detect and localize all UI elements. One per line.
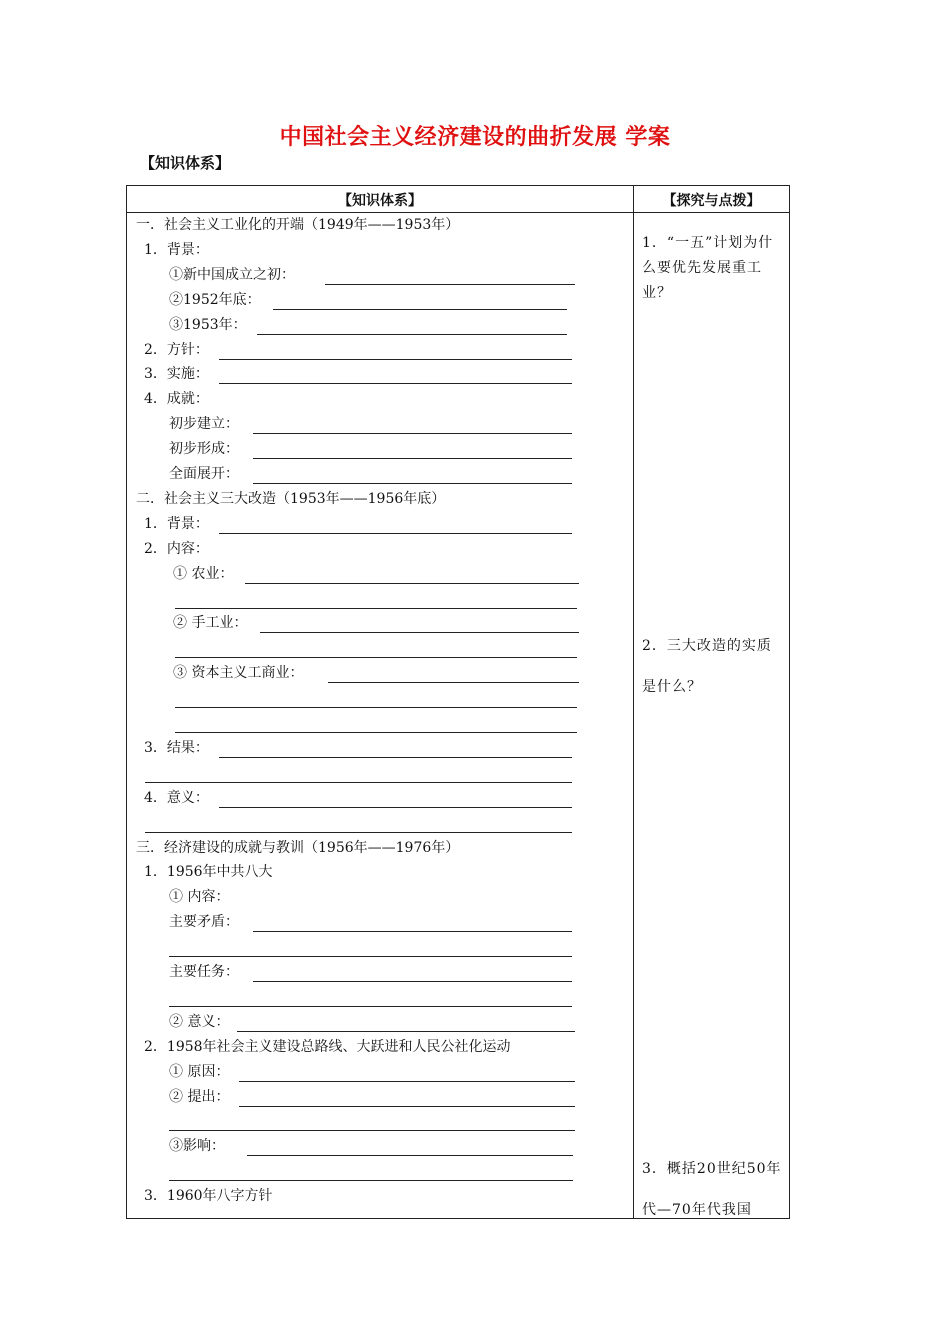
knowledge-line <box>127 1161 633 1186</box>
fill-in-blank-line[interactable] <box>219 757 572 758</box>
knowledge-line-text: 1．背景： <box>144 241 209 258</box>
fill-in-blank-line[interactable] <box>169 1130 575 1131</box>
knowledge-line <box>127 1012 633 1037</box>
knowledge-line-text: 主要任务： <box>169 964 239 980</box>
knowledge-line <box>127 240 633 265</box>
fill-in-blank-line[interactable] <box>175 657 577 658</box>
knowledge-line <box>127 315 633 340</box>
knowledge-line <box>127 439 633 464</box>
fill-in-blank-line[interactable] <box>169 1180 573 1181</box>
fill-in-blank-line[interactable] <box>245 583 579 584</box>
knowledge-line <box>127 1111 633 1136</box>
knowledge-line-text: 1．背景： <box>144 515 209 532</box>
fill-in-blank-line[interactable] <box>253 458 572 459</box>
knowledge-line-text: ③影响： <box>169 1138 225 1155</box>
header-knowledge-system: 【知识体系】 <box>338 193 422 209</box>
knowledge-line-text: ② 手工业： <box>173 615 248 632</box>
fill-in-blank-line[interactable] <box>253 433 572 434</box>
knowledge-line <box>127 663 633 688</box>
fill-in-blank-line[interactable] <box>253 931 572 932</box>
knowledge-line <box>127 763 633 788</box>
knowledge-line <box>127 1087 633 1112</box>
knowledge-line <box>127 265 633 290</box>
knowledge-line-text: ②1952年底： <box>169 291 261 308</box>
knowledge-line <box>127 937 633 962</box>
column-divider <box>633 186 634 1218</box>
knowledge-line-text: ① 农业： <box>173 565 234 582</box>
page-title: 中国社会主义经济建设的曲折发展 学案 <box>279 124 671 150</box>
knowledge-line <box>127 340 633 365</box>
fill-in-blank-line[interactable] <box>175 707 577 708</box>
knowledge-line-text: 3．1960年八字方针 <box>144 1188 273 1205</box>
study-table <box>126 185 790 1219</box>
fill-in-blank-line[interactable] <box>237 1031 575 1032</box>
fill-in-blank-line[interactable] <box>328 682 579 683</box>
note-question-1: 1．“一五”计划为什么要优先发展重工业？ <box>642 235 774 301</box>
knowledge-line-text: ② 提出： <box>169 1088 230 1105</box>
fill-in-blank-line[interactable] <box>219 807 572 808</box>
knowledge-line-text: 主要矛盾： <box>169 914 239 931</box>
knowledge-line-text: 2．内容： <box>144 540 209 557</box>
note-question-3: 3．概括20世纪50年代—70年代我国 <box>642 1161 782 1218</box>
knowledge-line <box>127 1186 633 1211</box>
knowledge-line <box>127 464 633 489</box>
knowledge-line <box>127 290 633 315</box>
knowledge-line-text: ② 意义： <box>169 1013 230 1030</box>
knowledge-line <box>127 738 633 763</box>
knowledge-line-text: 全面展开： <box>169 466 239 482</box>
knowledge-line-text: ①新中国成立之初： <box>169 266 295 283</box>
fill-in-blank-line[interactable] <box>219 533 572 534</box>
knowledge-line-text: 初步形成： <box>169 441 239 458</box>
fill-in-blank-line[interactable] <box>273 309 567 310</box>
knowledge-line <box>127 514 633 539</box>
fill-in-blank-line[interactable] <box>175 608 577 609</box>
knowledge-line-text: 4．意义： <box>144 789 209 806</box>
knowledge-line <box>127 987 633 1012</box>
knowledge-line <box>127 364 633 389</box>
knowledge-line <box>127 1037 633 1062</box>
fill-in-blank-line[interactable] <box>219 359 572 360</box>
knowledge-line <box>127 788 633 813</box>
knowledge-line-text: 4．成就： <box>144 391 209 408</box>
knowledge-line <box>127 912 633 937</box>
knowledge-line <box>127 414 633 439</box>
knowledge-line <box>127 962 633 987</box>
fill-in-blank-line[interactable] <box>145 782 572 783</box>
fill-in-blank-line[interactable] <box>219 383 572 384</box>
fill-in-blank-line[interactable] <box>257 334 567 335</box>
header-divider <box>127 212 789 213</box>
knowledge-line <box>127 489 633 514</box>
knowledge-line <box>127 215 633 240</box>
knowledge-line-text: ③1953年： <box>169 316 247 333</box>
knowledge-line <box>127 613 633 638</box>
knowledge-line <box>127 638 633 663</box>
knowledge-line-text: 3．实施： <box>144 366 209 383</box>
knowledge-line-text: ③ 资本主义工商业： <box>173 665 304 682</box>
header-explore-guide: 【探究与点拨】 <box>662 193 761 209</box>
knowledge-line <box>127 862 633 887</box>
fill-in-blank-line[interactable] <box>239 1081 575 1082</box>
fill-in-blank-line[interactable] <box>325 284 575 285</box>
fill-in-blank-line[interactable] <box>169 1006 572 1007</box>
knowledge-line <box>127 887 633 912</box>
fill-in-blank-line[interactable] <box>253 981 572 982</box>
knowledge-line-text: ① 原因： <box>169 1063 230 1080</box>
fill-in-blank-line[interactable] <box>145 832 572 833</box>
knowledge-line-text: 2．方针： <box>144 341 209 358</box>
knowledge-line-text: 二．社会主义三大改造（1953年——1956年底） <box>136 490 446 507</box>
knowledge-line-text: 初步建立： <box>169 416 239 433</box>
knowledge-line <box>127 1136 633 1161</box>
knowledge-line-text: 1．1956年中共八大 <box>144 864 273 881</box>
fill-in-blank-line[interactable] <box>260 632 579 633</box>
knowledge-line <box>127 539 633 564</box>
knowledge-line <box>127 713 633 738</box>
knowledge-line <box>127 564 633 589</box>
section-label: 【知识体系】 <box>140 154 231 172</box>
knowledge-line-text: 2．1958年社会主义建设总路线、大跃进和人民公社化运动 <box>144 1038 511 1055</box>
knowledge-line-text: 3．结果： <box>144 739 209 756</box>
knowledge-line-text: ① 内容： <box>169 889 230 906</box>
fill-in-blank-line[interactable] <box>253 483 572 484</box>
knowledge-line-text: 三．经济建设的成就与教训（1956年——1976年） <box>136 839 460 856</box>
fill-in-blank-line[interactable] <box>239 1106 575 1107</box>
fill-in-blank-line[interactable] <box>169 956 572 957</box>
knowledge-line <box>127 389 633 414</box>
knowledge-line <box>127 838 633 863</box>
knowledge-line-text: 一．社会主义工业化的开端（1949年——1953年） <box>136 217 460 233</box>
knowledge-line <box>127 688 633 713</box>
fill-in-blank-line[interactable] <box>247 1155 573 1156</box>
fill-in-blank-line[interactable] <box>175 732 577 733</box>
knowledge-line <box>127 589 633 614</box>
knowledge-line <box>127 813 633 838</box>
knowledge-line <box>127 1062 633 1087</box>
note-question-2: 2．三大改造的实质是什么？ <box>642 638 772 695</box>
